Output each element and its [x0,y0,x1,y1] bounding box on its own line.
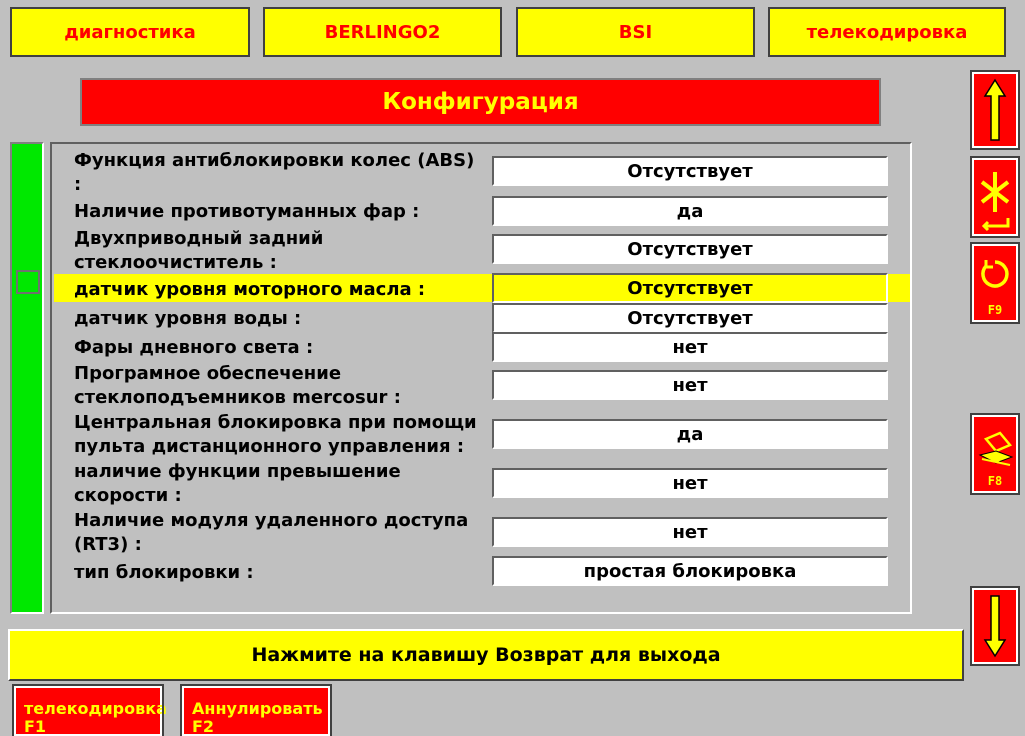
row-label-rt3: Наличие модуля удаленного доступа (RT3) : [74,510,469,555]
row-value-water-sensor[interactable]: Отсутствует [492,303,888,333]
tab-diagnostics[interactable]: диагностика [12,9,248,55]
row-label-overspeed: наличие функции превышение скорости : [74,461,401,506]
row-value-oil-sensor[interactable]: Отсутствует [492,273,888,303]
ok-button[interactable] [972,158,1018,236]
row-label-fog-lights: Наличие противотуманных фар : [74,201,420,222]
row-value-rt3[interactable]: нет [492,517,888,547]
status-message: Нажмите на клавишу Возврат для выхода [8,629,964,681]
row-value-abs[interactable]: Отсутствует [492,156,888,186]
row-value-rear-wiper[interactable]: Отсутствует [492,234,888,264]
row-value-overspeed[interactable]: нет [492,468,888,498]
row-value-mercosur[interactable]: нет [492,370,888,400]
row-label-abs: Функция антиблокировки колес (ABS) : [74,150,475,195]
scroll-up-button[interactable] [972,72,1018,148]
refresh-key-label: F9 [987,303,1003,317]
row-value-daytime-lights[interactable]: нет [492,332,888,362]
tab-berlingo2[interactable]: BERLINGO2 [265,9,500,55]
row-label-rear-wiper: Двухприводный задний стеклоочиститель : [74,228,324,273]
tab-telecoding[interactable]: телекодировка [770,9,1004,55]
refresh-icon [974,246,1016,306]
tab-bsi[interactable]: BSI [518,9,753,55]
row-value-central-lock[interactable]: да [492,419,888,449]
row-label-daytime-lights: Фары дневного света : [74,337,314,358]
cancel-f2-button[interactable]: Аннулировать F2 [182,686,330,736]
vertical-scrollbar[interactable] [10,142,44,614]
row-value-lock-type[interactable]: простая блокировка [492,556,888,586]
row-label-mercosur: Програмное обеспечение стеклоподъемников mercosur : [74,363,401,408]
scrollbar-thumb[interactable] [16,270,40,294]
print-button[interactable] [972,415,1018,493]
row-label-lock-type: тип блокировки : [74,562,254,583]
row-value-fog-lights[interactable]: да [492,196,888,226]
scroll-down-button[interactable] [972,588,1018,664]
printer-icon [974,417,1016,477]
row-label-water-sensor: датчик уровня воды : [74,308,302,329]
arrow-up-icon [974,74,1016,146]
print-key-label: F8 [987,474,1003,488]
arrow-down-icon [974,590,1016,662]
page-title: Конфигурация [80,78,881,126]
ok-enter-icon [974,160,1016,234]
row-label-oil-sensor: датчик уровня моторного масла : [74,279,426,300]
row-label-central-lock: Центральная блокировка при помощи пульта дистанционного управления : [74,412,477,457]
refresh-button[interactable] [972,244,1018,322]
telecoding-f1-button[interactable]: телекодировка F1 [14,686,162,736]
